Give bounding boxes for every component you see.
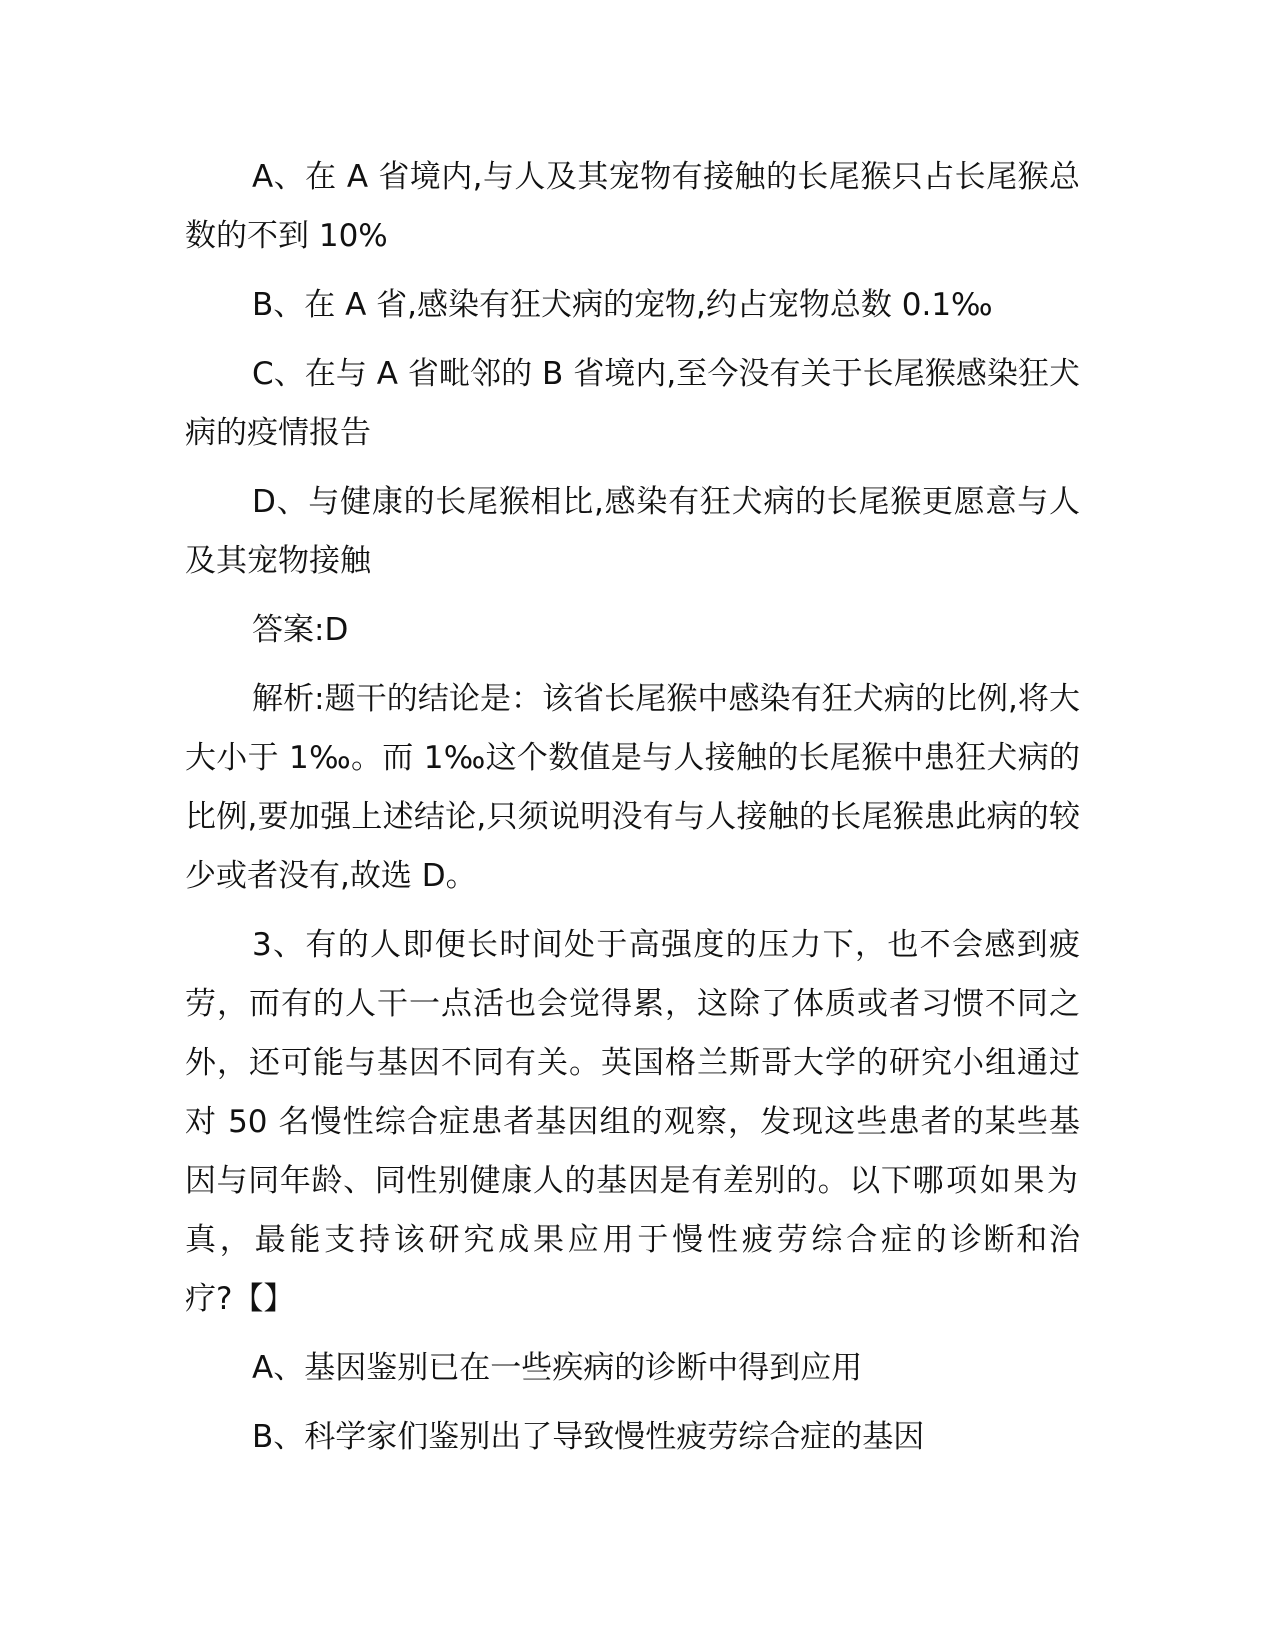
question-3-stem: [185, 916, 1080, 1329]
question-3-stem-part-2: 哪项如果为真，最能支持该研究成果应用于慢性疲劳综合症的: [185, 1163, 1081, 1258]
question-2-option-a: A、在 A 省境内,与人及其宠物有接触的长尾猴只占长尾猴总数的不到 10%: [185, 159, 1080, 254]
question-3-stem-part-1: 3、有的人即便长时间处于高强度的压力下，也不会感到疲劳，而有的人干一点活也会觉得累，这除了体质或者习惯不同之外，还可能与基因不同有关。英国格兰斯哥大学的研究小组通过对 50 名慢性综合症患者基因组的观察，发现这些患者的某些基因与同年龄、同性别健康人的基因是有差别的。以下: [185, 927, 1080, 1199]
document-body: [185, 148, 1080, 1477]
question-2-option-c: C、在与 A 省毗邻的 B 省境内,至今没有关于长尾猴感染狂犬病的疫情报告: [185, 356, 1080, 451]
question-2-option-b: B、在 A 省,感染有狂犬病的宠物,约占宠物总数 0.1‰: [252, 287, 993, 323]
question-3-option-b: B、科学家们鉴别出了导致慢性疲劳综合症的基因: [252, 1419, 925, 1455]
question-3-stem-part-3: 诊断和治疗?【】: [185, 1222, 1081, 1317]
question-2-answer: 答案:D: [252, 612, 349, 648]
question-3-option-a: A、基因鉴别已在一些疾病的诊断中得到应用: [252, 1350, 863, 1386]
question-2-option-d: D、与健康的长尾猴相比,感染有狂犬病的长尾猴更愿意与人及其宠物接触: [185, 484, 1080, 579]
question-2-analysis: 解析:题干的结论是：该省长尾猴中感染有狂犬病的比例,将大大小于 1‰。而 1‰这个数值是与人接触的长尾猴中患狂犬病的比例,要加强上述结论,只须说明没有与人接触的长尾猴患此病的较少或者没有,故选 D。: [185, 681, 1080, 894]
